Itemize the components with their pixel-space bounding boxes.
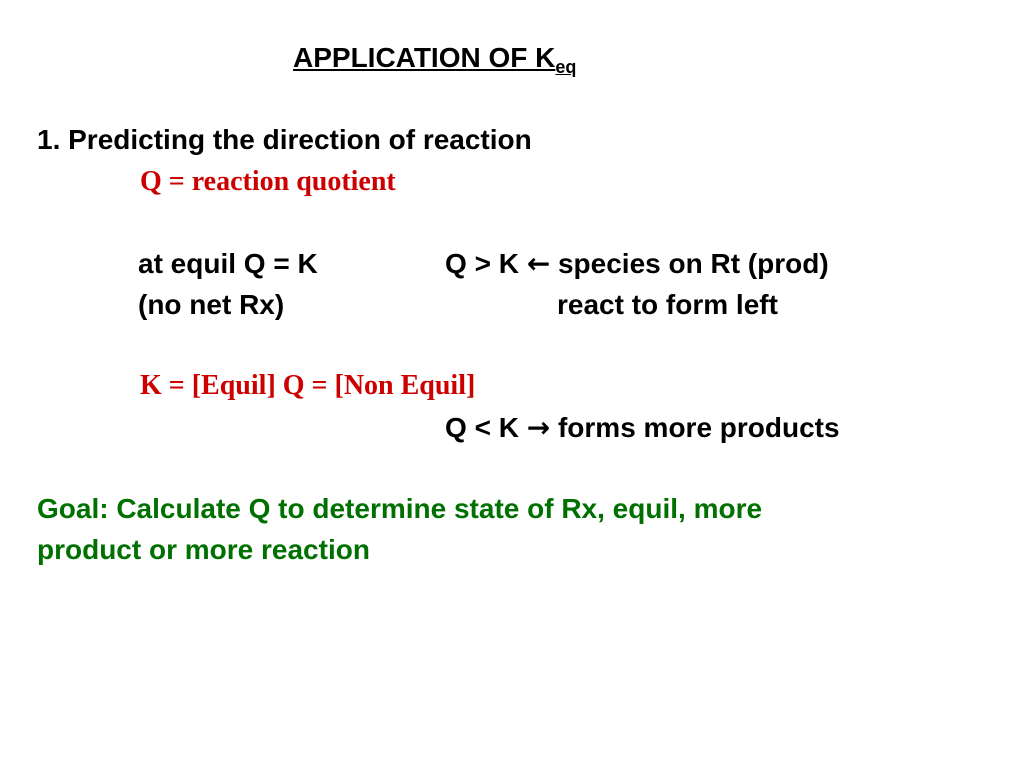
goal-line-2: product or more reaction — [37, 534, 370, 565]
title-main: APPLICATION OF K — [293, 42, 556, 73]
q-label: Q — [445, 412, 467, 443]
q-greater-than-k-line — [445, 247, 829, 280]
title-subscript: eq — [555, 57, 577, 77]
k-vs-q-definition: K = [Equil] Q = [Non Equil] — [140, 370, 476, 401]
at-equil-text: at equil Q = K — [138, 248, 318, 279]
left-arrow-icon: ← — [526, 247, 551, 280]
goal-line-1: Goal: Calculate Q to determine state of Rx, equil, more — [37, 493, 763, 524]
q-label: Q — [445, 248, 467, 279]
k-label: K — [498, 248, 519, 279]
greater-than-symbol: > — [474, 248, 491, 279]
react-to-form-left-text: react to form left — [557, 289, 778, 320]
forms-more-products-text: forms more products — [557, 412, 840, 443]
q-less-than-k-line — [445, 411, 840, 444]
q-definition: Q = reaction quotient — [140, 166, 396, 197]
less-than-symbol: < — [474, 412, 491, 443]
right-arrow-icon: → — [526, 411, 551, 444]
slide-title — [293, 42, 577, 77]
no-net-rx-text: (no net Rx) — [138, 289, 285, 320]
k-label: K — [498, 412, 519, 443]
species-on-right-text: species on Rt (prod) — [557, 248, 829, 279]
point-1-heading: 1. Predicting the direction of reaction — [37, 124, 532, 155]
